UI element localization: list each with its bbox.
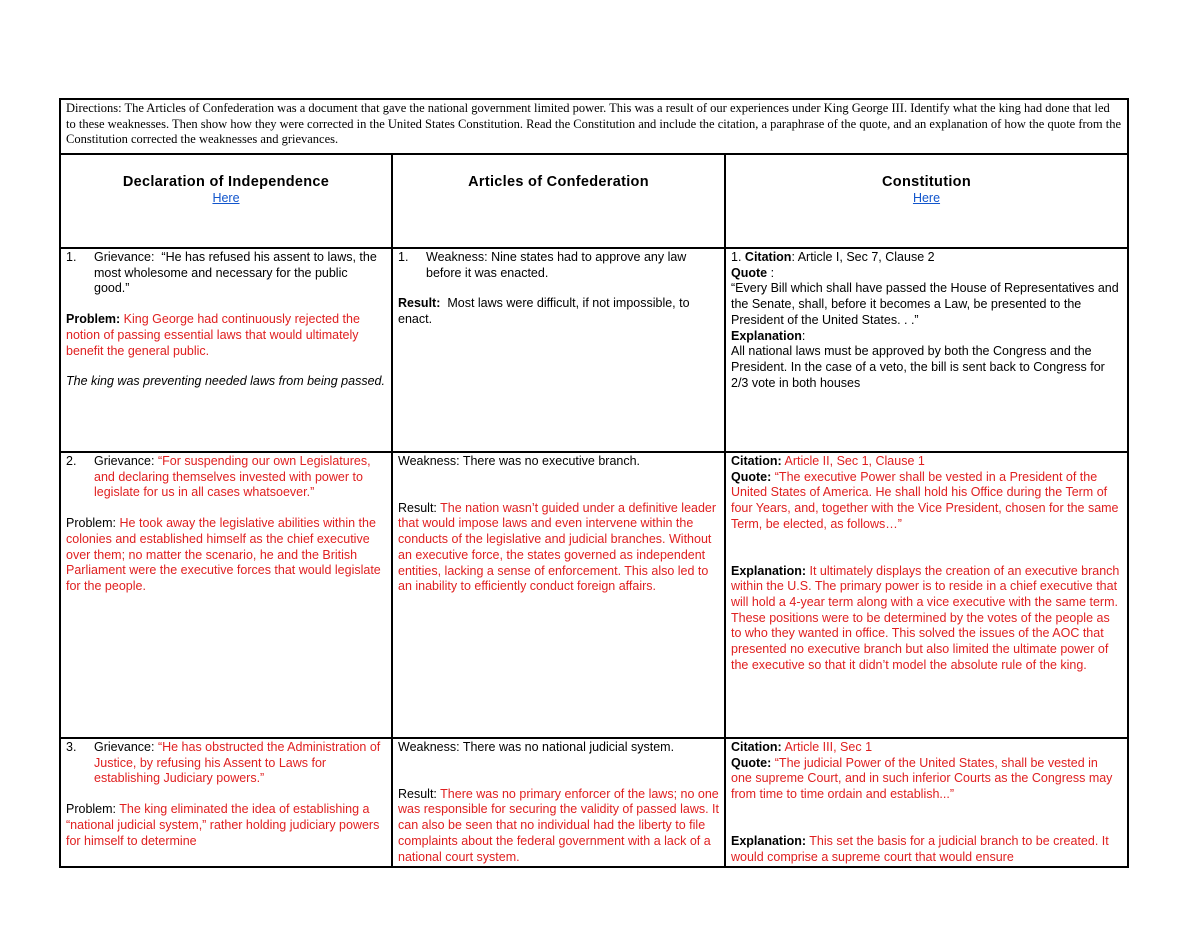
- grievance-item: 1. Grievance: “He has refused his assent to laws, the most wholesome and necessary for the public good.”: [66, 250, 377, 296]
- row1-declaration-cell: [60, 248, 392, 452]
- explanation-block: Explanation: This set the basis for a judicial branch to be created. It would comprise a supreme court that would ensure: [731, 833, 1109, 864]
- result-text: Most laws were difficult, if not impossible, to enact.: [398, 296, 690, 327]
- problem-block: Problem: He took away the legislative abilities within the colonies and established himself as the chief executive over them; no matter the scenario, he and the British Parliament were the executive forces that would legislate for the people.: [66, 516, 381, 593]
- note-text: The king was preventing needed laws from being passed.: [66, 374, 385, 389]
- result-block: Result: The nation wasn’t guided under a definitive leader that would impose laws and even intervene within the conducts of the legislative and judicial branches. Without an executive force, the states governed as independent entities, lacking a sense of enforcement. This also led to an inability to efficiently conduct foreign affairs.: [398, 500, 717, 594]
- result-block: Result: Most laws were difficult, if not impossible, to enact.: [398, 296, 690, 327]
- header-articles: [392, 154, 725, 248]
- citation-text: : Article I, Sec 7, Clause 2: [791, 250, 935, 264]
- quote-text: “Every Bill which shall have passed the House of Representatives and the Senate, shall, before it becomes a Law, be presented to the President of the United States. . .”: [731, 281, 1119, 327]
- quote-text: “The executive Power shall be vested in a President of the United States of America. He shall hold his Office during the Term of four Years, and, together with the Vice President, chosen for the same Term, be elected, as follows…”: [731, 469, 1119, 531]
- grievance-item: 2. Grievance: “For suspending our own Legislatures, and declaring themselves invested with power to legislate for us in all cases whatsoever.”: [66, 454, 371, 500]
- row2-articles-cell: [392, 452, 725, 738]
- header-title: Declaration of Independence: [122, 174, 330, 190]
- explanation-text: This set the basis for a judicial branch to be created. It would comprise a supreme court that would ensure: [731, 833, 1109, 864]
- citation-line: Citation: Article III, Sec 1: [731, 740, 873, 754]
- directions-text: Directions: The Articles of Confederation was a document that gave the national government limited power. This was a result of our experiences under King George III. Identify what the king had done that led to these weaknesses. Then show how they were corrected in the United States Constitution. Read the Constitution and include the citation, a paraphrase of the quote, and an explanation of how the quote from the Constitution corrected the weaknesses and grievances.: [60, 99, 1128, 154]
- header-title: Constitution: [882, 174, 971, 190]
- grievance-text: “He has refused his assent to laws, the most wholesome and necessary for the public good.”: [94, 250, 377, 296]
- row3-articles-cell: [392, 738, 725, 867]
- declaration-link[interactable]: Here: [212, 191, 240, 205]
- citation-line: Citation: Article II, Sec 1, Clause 1: [731, 454, 925, 468]
- quote-block: Quote: “The executive Power shall be vested in a President of the United States of America. He shall hold his Office during the Term of four Years, and, together with the Vice President, chosen for the same Term, be elected, as follows…”: [731, 469, 1119, 531]
- problem-text: He took away the legislative abilities within the colonies and established himself as the chief executive over them; no matter the scenario, he and the British Parliament were the executive forces that would legislate for the people.: [66, 516, 381, 593]
- explanation-text: All national laws must be approved by both the Congress and the President. In the case of a veto, the bill is sent back to Congress for 2/3 vote in both houses: [731, 344, 1105, 390]
- grievance-text: “He has obstructed the Administration of Justice, by refusing his Assent to Laws for establishing Judiciary powers.”: [94, 740, 381, 786]
- weakness-text: Weakness: There was no national judicial system.: [398, 740, 675, 754]
- row1-constitution-cell: [725, 248, 1128, 452]
- weakness-text: Weakness: Nine states had to approve any law before it was enacted.: [426, 250, 687, 280]
- constitution-link[interactable]: Here: [912, 191, 941, 205]
- row3-declaration-cell: [60, 738, 392, 867]
- explanation-text: It ultimately displays the creation of an executive branch within the U.S. The primary power is to reside in a chief executive that will hold a 4-year term along with a vice executive with the same term. These positions were to be determined by the votes of the people as to who they wanted in office. This solved the issues of the AOC that presented no executive branch but also limited the ultimate power of the executive so that it didn’t model the absolute rule of the king.: [731, 563, 1120, 672]
- row2-constitution-cell: [725, 452, 1128, 738]
- grievance-text: “For suspending our own Legislatures, and declaring themselves invested with power to legislate for us in all cases whatsoever.”: [94, 454, 371, 500]
- weakness-item: 1. Weakness: Nine states had to approve any law before it was enacted.: [398, 250, 719, 281]
- grievance-item: 3. Grievance: “He has obstructed the Administration of Justice, by refusing his Assent to Laws for establishing Judiciary powers.”: [66, 740, 381, 786]
- citation-text: Article II, Sec 1, Clause 1: [784, 454, 925, 468]
- weakness-text: Weakness: There was no executive branch.: [398, 454, 641, 468]
- quote-block: Quote: “The judicial Power of the United States, shall be vested in one supreme Court, and in such inferior Courts as the Congress may from time to time ordain and establish...”: [731, 755, 1113, 802]
- header-declaration: [60, 154, 392, 248]
- explanation-block: Explanation: It ultimately displays the creation of an executive branch within the U.S. The primary power is to reside in a chief executive that will hold a 4-year term along with a vice executive with the same term. These positions were to be determined by the votes of the people as to who they wanted in office. This solved the issues of the AOC that presented no executive branch but also limited the ultimate power of the executive so that it didn’t model the absolute rule of the king.: [731, 563, 1120, 672]
- comparison-table: [59, 98, 1129, 868]
- row1-articles-cell: [392, 248, 725, 452]
- quote-text: “The judicial Power of the United States, shall be vested in one supreme Court, and in such inferior Courts as the Congress may from time to time ordain and establish...”: [731, 755, 1113, 802]
- document-page: [59, 98, 1127, 864]
- quote-label-line: Quote :: [731, 265, 775, 280]
- explanation-label-line: Explanation:: [731, 328, 806, 343]
- row3-constitution-cell: [725, 738, 1128, 867]
- result-text: There was no primary enforcer of the laws; no one was responsible for securing the validity of passed laws. It can also be seen that no individual had the liberty to file complaints about the federal government with a lack of a national court system.: [398, 786, 719, 864]
- problem-block: Problem: The king eliminated the idea of establishing a “national judicial system,” rather holding judiciary powers for himself to determine: [66, 802, 380, 848]
- row2-declaration-cell: [60, 452, 392, 738]
- citation-line: 1. Citation: Article I, Sec 7, Clause 2: [731, 250, 935, 264]
- problem-text: King George had continuously rejected the notion of passing essential laws that would ultimately benefit the general public.: [66, 312, 360, 358]
- result-block: Result: There was no primary enforcer of the laws; no one was responsible for securing the validity of passed laws. It can also be seen that no individual had the liberty to file complaints about the federal government with a lack of a national court system.: [398, 786, 719, 864]
- problem-text: The king eliminated the idea of establishing a “national judicial system,” rather holding judiciary powers for himself to determine: [66, 802, 380, 848]
- problem-block: Problem: King George had continuously rejected the notion of passing essential laws that would ultimately benefit the general public.: [66, 312, 360, 358]
- header-title: Articles of Confederation: [468, 174, 649, 190]
- header-constitution: [725, 154, 1128, 248]
- result-text: The nation wasn’t guided under a definitive leader that would impose laws and even intervene within the conducts of the legislative and judicial branches. Without an executive force, the states governed as independent entities, lacking a sense of enforcement. This also led to an inability to efficiently conduct foreign affairs.: [398, 500, 717, 594]
- citation-text: Article III, Sec 1: [784, 740, 873, 754]
